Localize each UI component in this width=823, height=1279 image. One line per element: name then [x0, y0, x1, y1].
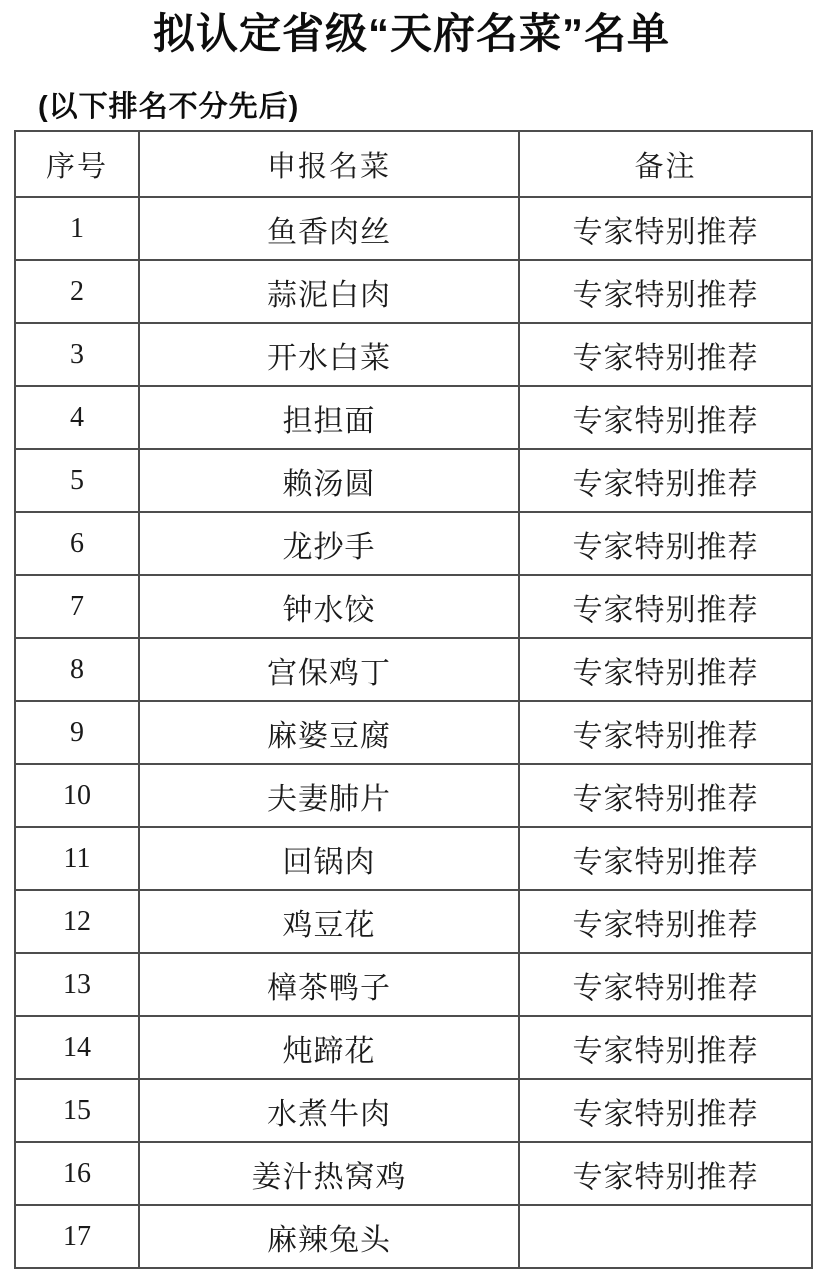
- cell-note: 专家特别推荐: [519, 512, 812, 575]
- cell-no: 1: [15, 197, 139, 260]
- page-subtitle: (以下排名不分先后): [38, 91, 300, 124]
- cell-note: 专家特别推荐: [519, 638, 812, 701]
- cell-dish: 麻婆豆腐: [139, 701, 519, 764]
- table-row: [15, 1142, 812, 1205]
- cell-note: 专家特别推荐: [519, 323, 812, 386]
- table-row: [15, 197, 812, 260]
- cell-note: 专家特别推荐: [519, 197, 812, 260]
- cell-note: 专家特别推荐: [519, 1142, 812, 1205]
- table-row: [15, 512, 812, 575]
- cell-dish: 开水白菜: [139, 323, 519, 386]
- cell-no: 12: [15, 890, 139, 953]
- cell-no: 16: [15, 1142, 139, 1205]
- cell-no: 11: [15, 827, 139, 890]
- page-title: 拟认定省级“天府名菜”名单: [152, 10, 670, 57]
- cell-no: 2: [15, 260, 139, 323]
- cell-dish: 姜汁热窝鸡: [139, 1142, 519, 1205]
- table-row: [15, 1205, 812, 1268]
- cell-note: 专家特别推荐: [519, 1079, 812, 1142]
- cell-dish: 蒜泥白肉: [139, 260, 519, 323]
- cell-no: 5: [15, 449, 139, 512]
- cell-dish: 龙抄手: [139, 512, 519, 575]
- table-row: [15, 1016, 812, 1079]
- cell-no: 14: [15, 1016, 139, 1079]
- table-row: [15, 260, 812, 323]
- cell-note: 专家特别推荐: [519, 827, 812, 890]
- cell-note: 专家特别推荐: [519, 449, 812, 512]
- cell-no: 13: [15, 953, 139, 1016]
- cell-no: 9: [15, 701, 139, 764]
- cell-dish: 炖蹄花: [139, 1016, 519, 1079]
- cell-no: 8: [15, 638, 139, 701]
- cell-dish: 鱼香肉丝: [139, 197, 519, 260]
- table-row: [15, 638, 812, 701]
- cell-dish: 麻辣兔头: [139, 1205, 519, 1268]
- cell-dish: 回锅肉: [139, 827, 519, 890]
- cell-no: 17: [15, 1205, 139, 1268]
- cell-note: 专家特别推荐: [519, 386, 812, 449]
- cell-no: 15: [15, 1079, 139, 1142]
- cell-no: 10: [15, 764, 139, 827]
- cell-note: 专家特别推荐: [519, 890, 812, 953]
- cell-dish: 樟茶鸭子: [139, 953, 519, 1016]
- cell-dish: 钟水饺: [139, 575, 519, 638]
- cell-dish: 宫保鸡丁: [139, 638, 519, 701]
- header-remarks: 备注: [519, 131, 812, 197]
- table-header: [15, 131, 812, 197]
- table-row: [15, 890, 812, 953]
- cell-no: 3: [15, 323, 139, 386]
- table-row: [15, 575, 812, 638]
- cell-note: [519, 1205, 812, 1268]
- table-row: [15, 764, 812, 827]
- cell-no: 4: [15, 386, 139, 449]
- table-row: [15, 701, 812, 764]
- header-dish-name: 申报名菜: [139, 131, 519, 197]
- table-row: [15, 449, 812, 512]
- table-body: [15, 197, 812, 1268]
- table-row: [15, 1079, 812, 1142]
- cell-note: 专家特别推荐: [519, 1016, 812, 1079]
- cell-dish: 担担面: [139, 386, 519, 449]
- dish-table: [14, 130, 813, 1269]
- table-row: [15, 386, 812, 449]
- cell-dish: 夫妻肺片: [139, 764, 519, 827]
- cell-no: 6: [15, 512, 139, 575]
- cell-note: 专家特别推荐: [519, 575, 812, 638]
- cell-dish: 赖汤圆: [139, 449, 519, 512]
- cell-dish: 鸡豆花: [139, 890, 519, 953]
- cell-note: 专家特别推荐: [519, 953, 812, 1016]
- table-row: [15, 827, 812, 890]
- table-row: [15, 953, 812, 1016]
- table-row: [15, 323, 812, 386]
- cell-note: 专家特别推荐: [519, 764, 812, 827]
- cell-note: 专家特别推荐: [519, 701, 812, 764]
- cell-note: 专家特别推荐: [519, 260, 812, 323]
- cell-dish: 水煮牛肉: [139, 1079, 519, 1142]
- header-serial-number: 序号: [15, 131, 139, 197]
- table-header-row: [15, 131, 812, 197]
- cell-no: 7: [15, 575, 139, 638]
